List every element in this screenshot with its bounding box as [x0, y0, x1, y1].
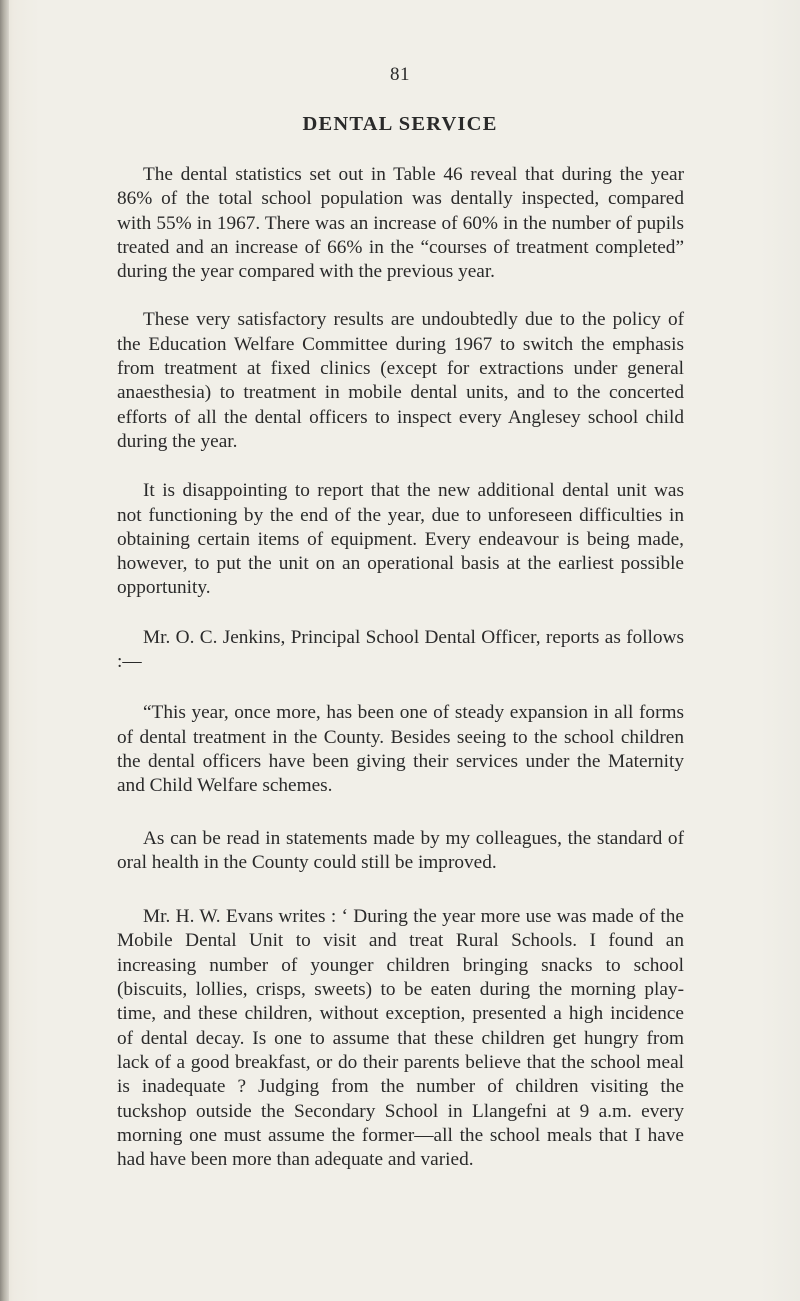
- paragraph-new-dental-unit: It is disappointing to report that the new additional dental unit was not functioning by the end of the year, due to unforeseen difficulties in obtaining certain items of equipment. Every endeavour is being made, however, to put the unit on an operational basis at the earliest possible opportunity.: [117, 480, 684, 599]
- paragraph-satisfactory-results: These very satisfactory results are undoubtedly due to the policy of the Education Welfare Committee during 1967 to switch the emphasis from treatment at fixed clinics (except for extractions under general anaesthesia) to treatment in mobile dental units, and to the concerted efforts of all the dental officers to inspect every Anglesey school child during the year.: [117, 309, 684, 452]
- paragraph-jenkins-report-intro: Mr. O. C. Jenkins, Principal School Dental Officer, reports as follows :—: [117, 626, 684, 673]
- section-heading: DENTAL SERVICE: [302, 113, 498, 135]
- paragraph-dental-statistics: The dental statistics set out in Table 46 reveal that during the year 86% of the total school population was dentally inspected, compared with 55% in 1967. There was an increase of 60% in the number of pupils treated and an increase of 66% in the “courses of treatment completed” during the year compared with the previous year.: [117, 164, 684, 283]
- paragraph-oral-health: As can be read in statements made by my colleagues, the standard of oral health in the County could still be improved.: [117, 827, 684, 873]
- body-text: [117, 163, 684, 1172]
- page-number: 81: [390, 64, 410, 85]
- page-spine-edge: [0, 0, 9, 1301]
- paragraph-steady-expansion: “This year, once more, has been one of steady expansion in all forms of dental treatment in the County. Besides seeing to the school children the dental officers have been giving their services under the Maternity and Child Welfare schemes.: [117, 702, 684, 797]
- paragraph-evans-writes: Mr. H. W. Evans writes : ‘ During the year more use was made of the Mobile Dental Unit to visit and treat Rural Schools. I found an increasing number of younger children bringing snacks to school (biscuits, lollies, crisps, sweets) to be eaten during the morning play-time, and these children, without exception, presented a high incidence of dental decay. Is one to assume that these children get hungry from lack of a good breakfast, or do their parents believe that the school meal is inadequate ? Judging from the number of children visiting the tuckshop outside the Secondary School in Llangefni at 9 a.m. every morning one must assume the former—all the school meals that I have had have been more than adequate and varied.: [117, 906, 684, 1171]
